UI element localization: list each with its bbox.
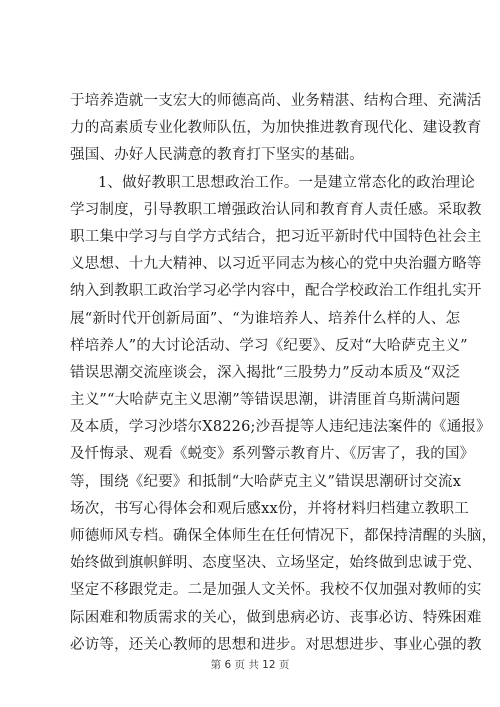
text-line: 场次，书写心得体会和观后感xx份，并将材料归档建立教职工 — [70, 500, 469, 517]
text-line: 强国、办好人民满意的教育打下坚实的基础。 — [70, 147, 364, 164]
text-line: 学习制度，引导教职工增强政治认同和教育育人责任感。采取教 — [70, 201, 482, 218]
page-number-footer: 第 6 页 共 12 页 — [210, 659, 290, 671]
text-line: 职工集中学习与自学方式结合，把习近平新时代中国特色社会主 — [70, 228, 482, 245]
text-line: 师德师风专档。确保全体师生在任何情况下，都保持清醒的头脑， — [70, 528, 497, 544]
text-line: 力的高素质专业化教师队伍，为加快推进教育现代化、建设教育 — [70, 120, 482, 137]
text-line: 义思想、十九大精神、以习近平同志为核心的党中央治疆方略等 — [70, 256, 482, 273]
text-line: 主义”“大哈萨克主义思潮”等错误思潮，讲清匪首乌斯满问题 — [70, 392, 461, 409]
paragraph-start-line: 1、做好教职工思想政治工作。一是建立常态化的政治理论 — [98, 174, 475, 191]
text-line: 及本质，学习沙塔尔X8226;沙吾提等人违纪违法案件的《通报》 — [70, 419, 491, 436]
text-line: 纳入到教职工政治学习必学内容中，配合学校政治工作组扎实开 — [70, 283, 482, 300]
text-line: 坚定不移跟党走。二是加强人文关怀。我校不仅加强对教师的实 — [70, 582, 482, 599]
body-text — [70, 88, 497, 659]
text-line: 及忏悔录、观看《蜕变》系列警示教育片、《厉害了，我的国》 — [70, 446, 475, 463]
text-line: 展“新时代开创新局面”、“为谁培养人、培养什么样的人、怎 — [70, 310, 461, 327]
text-line: 等，围绕《纪要》和抵制“大哈萨克主义”错误思潮研讨交流x — [70, 473, 462, 490]
text-line: 错误思潮交流座谈会，深入揭批“三股势力”反动本质及“双泛 — [70, 364, 461, 381]
text-line: 始终做到旗帜鲜明、态度坚决、立场坚定，始终做到忠诚于党、 — [70, 555, 482, 572]
text-line: 样培养人”的大讨论活动、学习《纪要》、反对“大哈萨克主义” — [70, 337, 468, 354]
text-line: 于培养造就一支宏大的师德高尚、业务精湛、结构合理、充满活 — [70, 93, 482, 109]
text-line: 际困难和物质需求的关心，做到患病必访、丧事必访、特殊困难 — [70, 609, 482, 626]
text-line: 必访等，还关心教师的思想和进步。对思想进步、事业心强的教 — [70, 636, 482, 653]
